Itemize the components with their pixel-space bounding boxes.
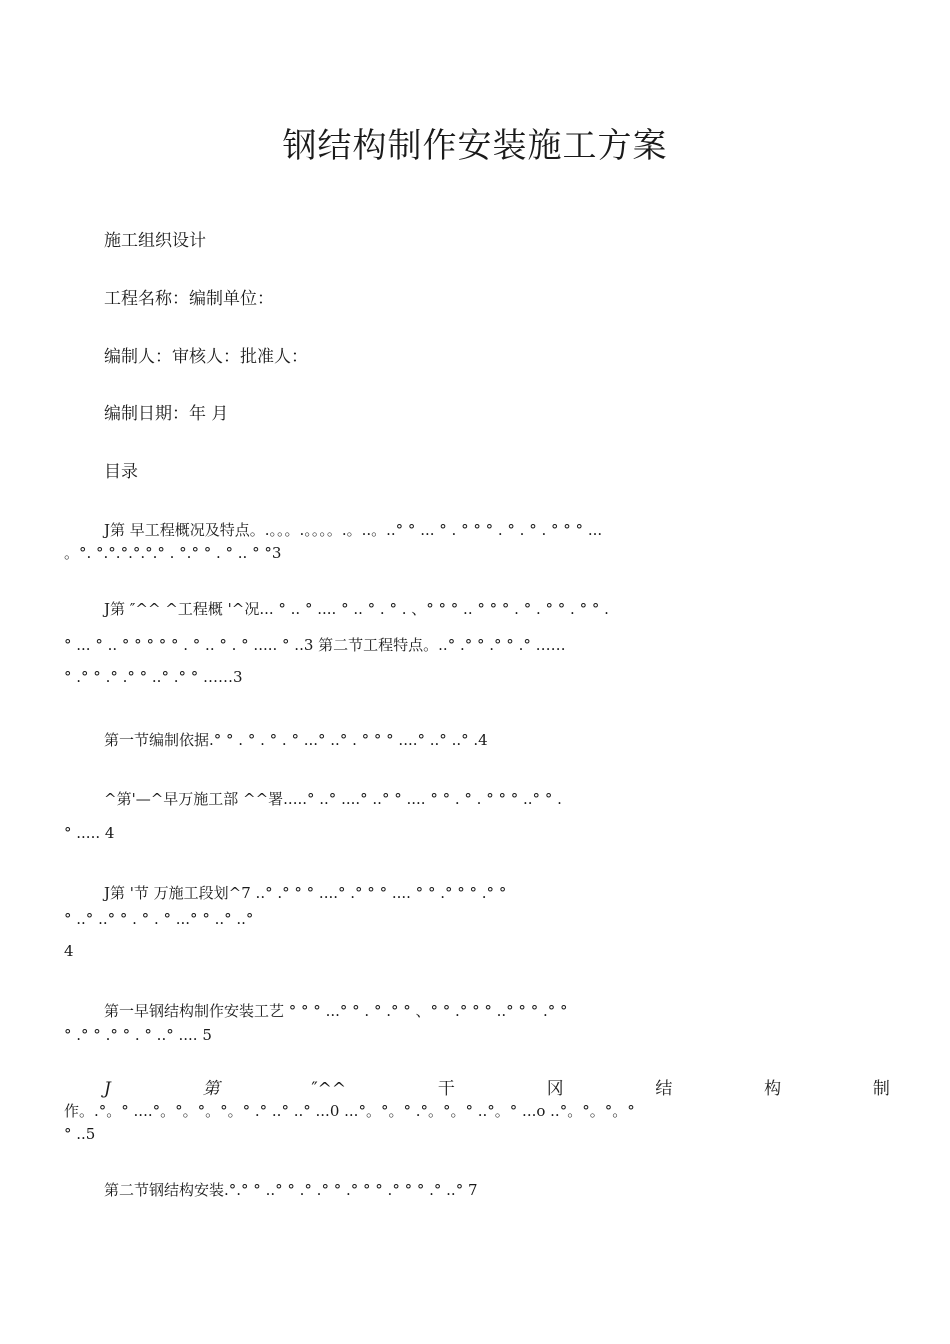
toc-entry-4: ^第'—^早万施工部 ^^署.....° ..° ....° ..° ° .... ° ° . ° . ° ° ° ..° ° . bbox=[104, 790, 562, 808]
toc-entry-7 bbox=[104, 1077, 890, 1101]
toc-entry-4-cont: ° ..... 4 bbox=[64, 824, 115, 842]
toc-entry-7-word: 冈 bbox=[546, 1079, 564, 1099]
toc-heading: 目录 bbox=[104, 462, 138, 482]
toc-entry-1-cont: 。°. °.°.°.°.°.° . °.° ° . ° .. ° °3 bbox=[64, 544, 282, 562]
toc-entry-6: 第一早钢结构制作安装工艺 ° ° ° ...° ° . ° .° ° 、° ° .° ° ° ..° ° ° .° ° bbox=[104, 1002, 568, 1020]
toc-entry-7-word: 构 bbox=[764, 1079, 782, 1099]
toc-entry-2: J第 ″^^ ^工程概 '^况... ° .. ° .... ° .. ° . ° . 、° ° ° .. ° ° ° . ° . ° ° . ° ° . bbox=[104, 600, 609, 618]
toc-entry-7-word: 结 bbox=[655, 1079, 673, 1099]
toc-entry-7-word: 制 bbox=[872, 1079, 890, 1099]
date-line: 编制日期：年 月 bbox=[104, 404, 229, 424]
toc-entry-1: J第 早工程概况及特点。.。。。.。。。。.。..。..° ° ... ° . ° ° ° . ° . ° . ° ° ° ... bbox=[104, 521, 603, 539]
project-line: 工程名称：编制单位： bbox=[104, 289, 274, 309]
toc-entry-7-page: ° ..5 bbox=[64, 1125, 96, 1143]
toc-entry-2-cont2: ° .° ° .° .° ° ..° .° ° ……3 bbox=[64, 668, 243, 686]
toc-entry-5-page: 4 bbox=[64, 942, 74, 960]
toc-entry-6-cont: ° .° ° .° ° . ° ..° .... 5 bbox=[64, 1026, 212, 1044]
document-title: 钢结构制作安装施工方案 bbox=[282, 126, 668, 166]
toc-entry-7-cont: 作。.°。° ....°。°。°。°。° .° ..° ..° ...0 ...°。°。° .°。°。° ..°。° ...o ..°。°。°。° bbox=[64, 1102, 635, 1120]
toc-entry-7-word: J bbox=[104, 1079, 111, 1099]
toc-entry-8: 第二节钢结构安装.°.° ° ..° ° .° .° ° .° ° ° .° ° ° .° ..° 7 bbox=[104, 1181, 478, 1199]
toc-entry-2-cont: ° ... ° .. ° ° ° ° ° . ° .. ° . ° ..... ° ..3 第二节工程特点。..° .° ° .° ° .° …… bbox=[64, 636, 566, 654]
toc-entry-5: J第 '节 万施工段划^7 ..° .° ° ° ....° .° ° ° .... ° ° .° ° ° .° ° bbox=[104, 884, 507, 902]
toc-entry-5-cont: ° ..° ..° ° . ° . ° ...° ° ..° ..° bbox=[64, 910, 254, 928]
toc-entry-7-word: 干 bbox=[437, 1079, 455, 1099]
people-line: 编制人：审核人：批准人： bbox=[104, 347, 308, 367]
toc-entry-3: 第一节编制依据.° ° . ° . ° . ° ...° ..° . ° ° ° ....° ..° ..° .4 bbox=[104, 731, 488, 749]
design-label: 施工组织设计 bbox=[104, 231, 206, 251]
toc-entry-7-word: ″^^ bbox=[311, 1079, 347, 1099]
toc-entry-7-word: 第 bbox=[202, 1079, 220, 1099]
